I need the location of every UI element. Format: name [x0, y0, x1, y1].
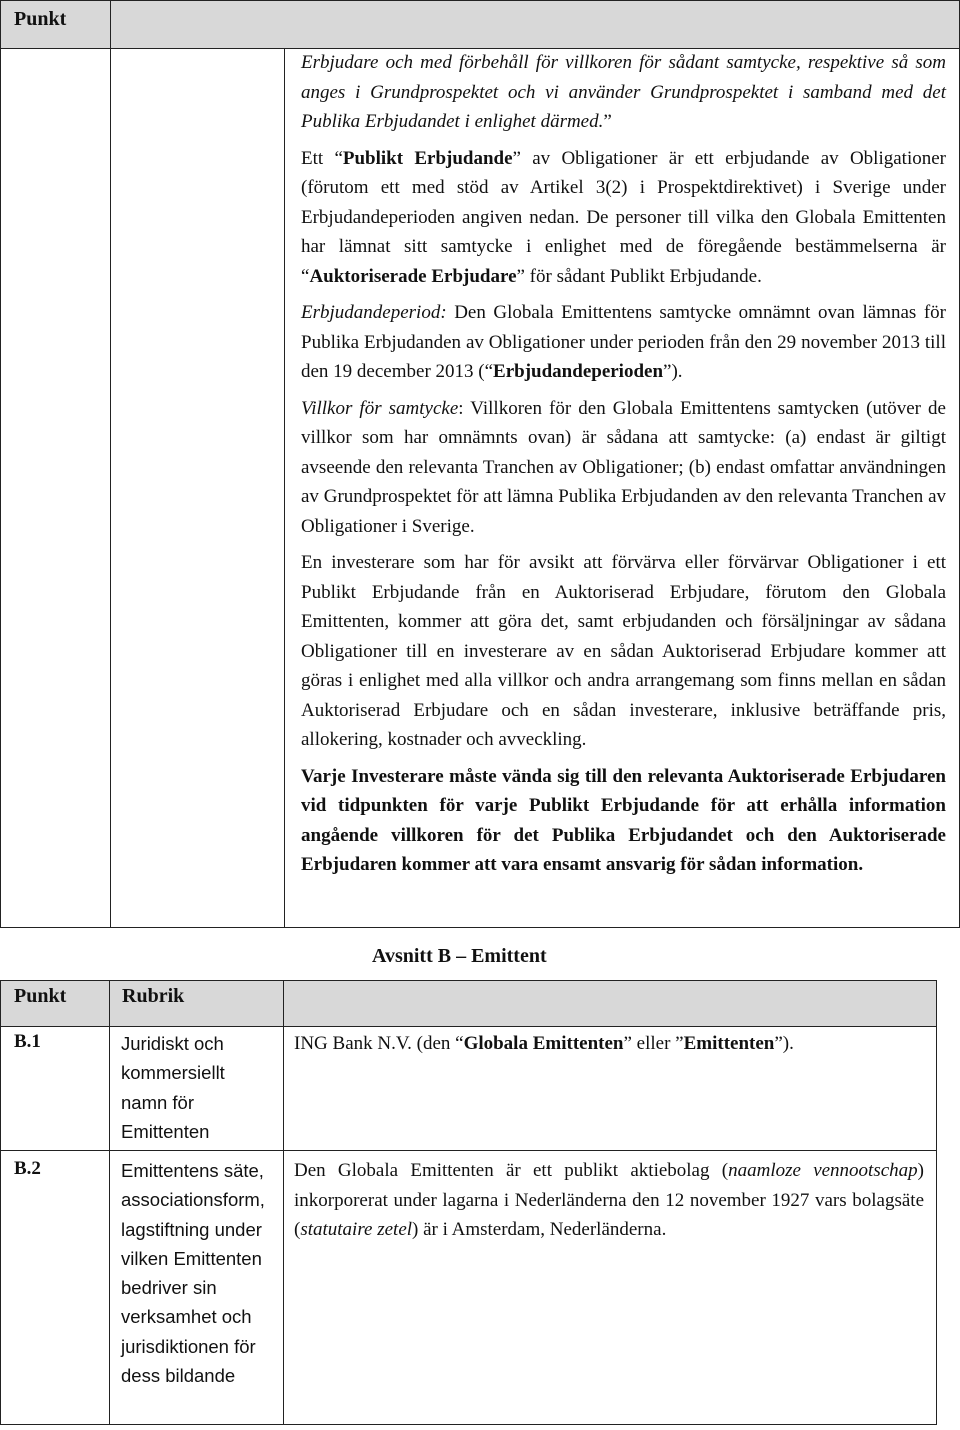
bottom-table-header-punkt: Punkt — [14, 985, 67, 1007]
section-title: Avsnitt B – Emittent — [372, 945, 547, 967]
bottom-table-divider-2 — [283, 980, 284, 1425]
text-run: Publikt Erbjudande — [342, 147, 513, 169]
bottom-table-border-header — [0, 1026, 937, 1027]
text-run: ”). — [663, 361, 683, 382]
top-table-divider-1 — [110, 0, 111, 928]
text-run: ” — [603, 111, 612, 132]
top-table-paragraphs — [301, 48, 946, 880]
bottom-table-border-right — [936, 980, 937, 1425]
bottom-table-row-divider — [0, 1150, 937, 1151]
text-run: ”). — [774, 1033, 794, 1054]
text-run: En investerare som har för avsikt att förvärva eller förvärvar Obligationer i ett Publikt Erbjudande från en Auktoriserad Erbjudare, förutom den Globala Emittenten, kommer att göra det, samt erbjudanden och försäljningar av sådana Obligationer till en investerare av en sådan Auktoriserad Erbjudare kommer att göras i enlighet med alla villkor och andra arrangemang som finns mellan en sådan Auktoriserad Erbjudare och en sådan investerare, inklusive beträffande pris, allokering, kostnader och avveckling. — [301, 552, 946, 750]
top-table-header-rest — [110, 0, 960, 48]
row-b2-text — [294, 1156, 924, 1245]
top-table-divider-2 — [284, 48, 285, 928]
top-table-header-punkt: Punkt — [14, 8, 67, 30]
text-run: Ett “ — [301, 147, 343, 169]
text-run: ” av Obligationer är ett erbjudande av Obligationer (förutom ett med stöd av Artikel 3(2) i Prospektdirektivet) i Sverige under Erbjudandeperioden angiven nedan. De personer till vilka den Globala Emittenten har lämnat sitt samtycke i enlighet med de föregående bestämmelserna är “ — [301, 147, 946, 287]
text-run: Erbjudandeperiod: — [301, 302, 447, 323]
bottom-table-divider-1 — [109, 980, 110, 1425]
row-b2-content — [294, 1156, 924, 1245]
text-run: Emittenten — [683, 1033, 775, 1054]
bottom-table-border-bottom — [0, 1424, 937, 1425]
text-run: Erbjudare och med förbehåll för villkoren för sådant samtycke, respektive så som anges i Grundprospektet och vi använder Grundprospektet i samband med det Publika Erbjudandet i enlighet därmed. — [301, 52, 946, 132]
row-b1-rubrik: Juridiskt och kommersiellt namn för Emittenten — [121, 1033, 225, 1142]
paragraph — [301, 548, 946, 755]
text-run: Den Globala Emittentens samtycke omnämnt ovan lämnas för Publika Erbjudanden av Obligationer under perioden från den 29 november 2013 till den 19 december 2013 (“ — [301, 302, 946, 382]
text-run: Globala Emittenten — [463, 1033, 624, 1054]
bottom-table-header-rubrik: Rubrik — [122, 985, 185, 1007]
text-run: Villkor för samtycke — [301, 397, 459, 419]
top-table-content — [301, 48, 946, 887]
row-b1-punkt: B.1 — [14, 1031, 41, 1052]
text-run: naamloze vennootschap — [728, 1160, 918, 1181]
paragraph — [301, 144, 946, 292]
text-run: ) är i Amsterdam, Nederländerna. — [412, 1219, 667, 1240]
bottom-table-border-top — [0, 980, 937, 981]
text-run: Den Globala Emittenten är ett publikt aktiebolag ( — [294, 1160, 729, 1181]
top-table-border-top — [0, 0, 960, 1]
text-run: : Villkoren för den Globala Emittentens samtycken (utöver de villkor som har omnämnts ovan) är sådana att samtycke: (a) endast är giltigt avseende den relevanta Tranchen av Obligationer; (b) endast omfattar användningen av Grundprospektet för att lämna Publika Erbjudanden av den relevanta Tranchen av Obligationer i Sverige. — [301, 397, 946, 537]
text-run: ” eller ” — [623, 1033, 684, 1054]
row-b1-content — [294, 1029, 926, 1059]
top-table-border-bottom — [0, 927, 960, 928]
row-b2-rubrik: Emittentens säte, associationsform, lagstiftning under vilken Emittenten bedriver sin verksamhet och jurisdiktionen för dess bildande — [121, 1160, 265, 1387]
row-b1-text — [294, 1029, 926, 1059]
text-run: statutaire zetel — [300, 1219, 413, 1240]
text-run: Auktoriserade Erbjudare — [309, 265, 517, 287]
top-table-border-left — [0, 0, 1, 928]
paragraph — [301, 48, 946, 137]
text-run: ” för sådant Publikt Erbjudande. — [516, 265, 762, 287]
paragraph — [301, 394, 946, 542]
row-b2-punkt: B.2 — [14, 1158, 41, 1179]
text-run: ) inkorporerat under lagarna i Nederländerna den 12 november 1927 vars bolagsäte ( — [294, 1160, 924, 1240]
paragraph — [301, 762, 946, 880]
text-run: Erbjudandeperioden — [493, 361, 664, 382]
text-run: Varje Investerare måste vända sig till den relevanta Auktoriserade Erbjudaren vid tidpunkten för varje Publikt Erbjudande för att erhålla information angående villkoren för det Publika Erbjudandet och den Auktoriserade Erbjudaren kommer att vara ensamt ansvarig för sådan information. — [301, 765, 946, 875]
bottom-table-border-left — [0, 980, 1, 1425]
text-run: ING Bank N.V. (den “ — [294, 1033, 464, 1054]
paragraph — [301, 298, 946, 387]
